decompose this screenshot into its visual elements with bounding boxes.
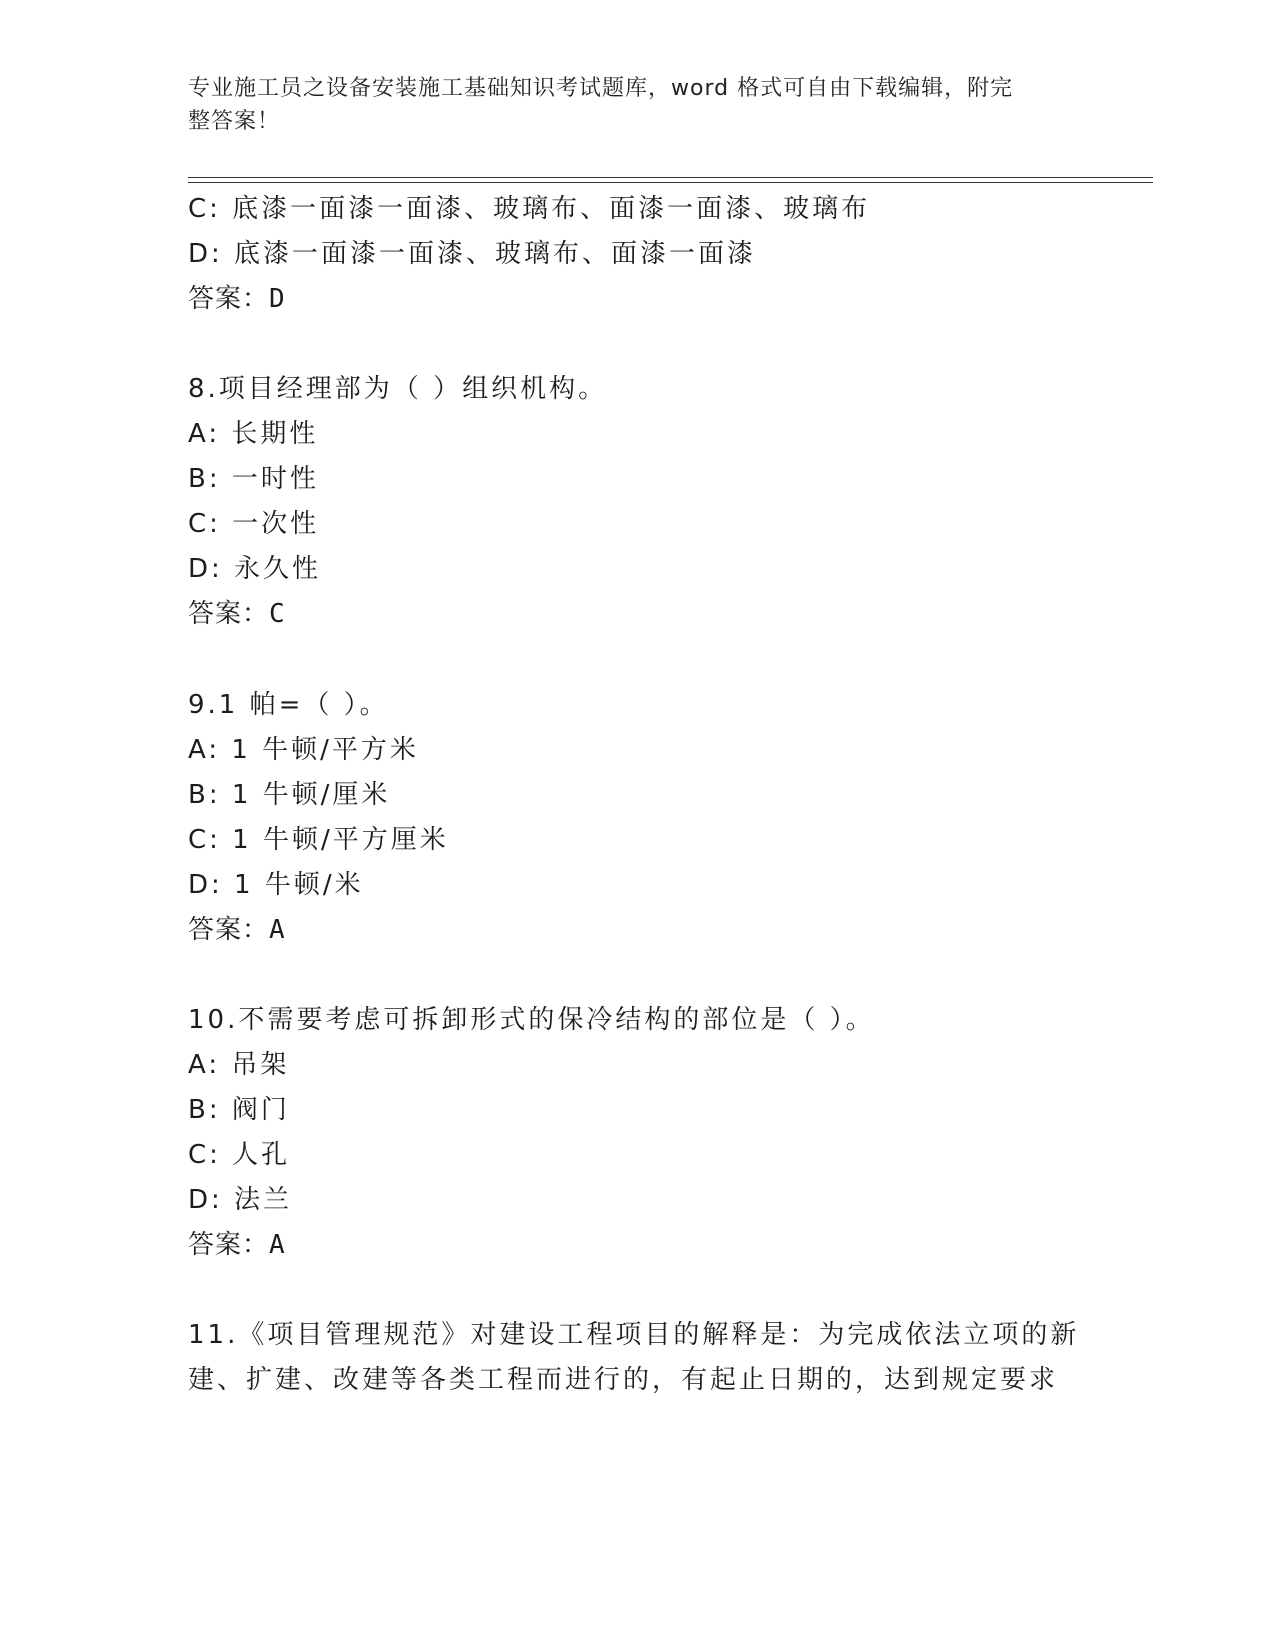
q11-question-line-1: 11.《项目管理规范》对建设工程项目的解释是：为完成依法立项的新 (188, 1320, 1080, 1350)
q9-option-c: C: 1 牛顿/平方厘米 (188, 825, 449, 855)
q8-question: 8.项目经理部为（ ）组织机构。 (188, 374, 608, 404)
q11-question-line-2: 建、扩建、改建等各类工程而进行的，有起止日期的，达到规定要求 (188, 1365, 1059, 1395)
answer-value: D (269, 284, 286, 314)
q10-option-d: D: 法兰 (188, 1185, 293, 1215)
q10-option-c: C: 人孔 (188, 1140, 291, 1170)
q10-question: 10.不需要考虑可拆卸形式的保冷结构的部位是（ ）。 (188, 1005, 875, 1035)
q8-option-a: A: 长期性 (188, 419, 319, 449)
q8-option-d: D: 永久性 (188, 554, 322, 584)
header-rule-top (188, 177, 1153, 178)
answer-label: 答案： (188, 284, 270, 314)
q10-answer (188, 1228, 286, 1262)
answer-label: 答案： (188, 915, 270, 945)
answer-value: C (269, 599, 286, 629)
answer-value: A (269, 915, 286, 945)
header-line-2: 整答案！ (188, 109, 281, 134)
q8-option-c: C: 一次性 (188, 509, 320, 539)
answer-label: 答案： (188, 599, 270, 629)
q9-answer (188, 913, 286, 947)
q10-option-a: A: 吊架 (188, 1050, 290, 1080)
header-rule-bottom (188, 182, 1153, 183)
answer-label: 答案： (188, 1230, 270, 1260)
answer-value: A (269, 1230, 286, 1260)
q8-answer (188, 597, 286, 631)
q9-question: 9.1 帕=（ ）。 (188, 690, 389, 720)
q9-option-d: D: 1 牛顿/米 (188, 870, 364, 900)
q9-option-a: A: 1 牛顿/平方米 (188, 735, 419, 765)
q7-option-c: C: 底漆一面漆一面漆、玻璃布、面漆一面漆、玻璃布 (188, 194, 871, 224)
q7-option-d: D: 底漆一面漆一面漆、玻璃布、面漆一面漆 (188, 239, 757, 269)
document-header (188, 72, 1068, 138)
q9-option-b: B: 1 牛顿/厘米 (188, 780, 391, 810)
q10-option-b: B: 阀门 (188, 1095, 290, 1125)
q8-option-b: B: 一时性 (188, 464, 319, 494)
header-line-1: 专业施工员之设备安装施工基础知识考试题库，word 格式可自由下载编辑，附完 (188, 76, 1014, 101)
q7-answer (188, 282, 286, 316)
